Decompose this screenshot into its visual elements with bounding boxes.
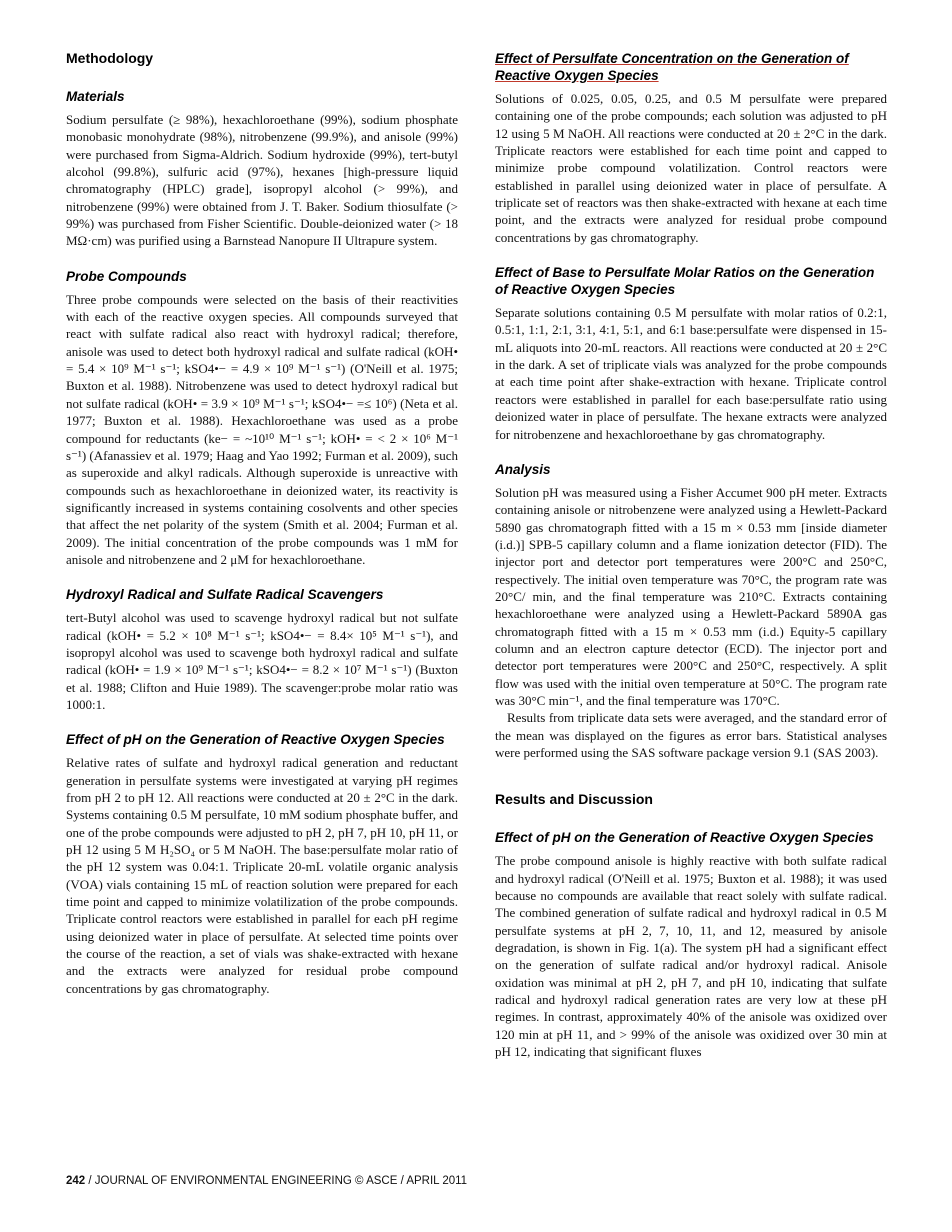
methodology-heading: Methodology xyxy=(66,50,154,66)
scavenger-section xyxy=(66,586,458,713)
scavenger-heading: Hydroxyl Radical and Sulfate Radical Scavengers xyxy=(66,587,384,603)
results-heading: Results and Discussion xyxy=(495,791,653,808)
probe-section xyxy=(66,268,458,569)
concentration-text: Solutions of 0.025, 0.05, 0.25, and 0.5 M persulfate were prepared containing one of the probe compounds; each solution was adjusted to pH 12 using 5 M NaOH. All reactions were conducted at 20 ± 2°C in the dark. Triplicate reactors were established for each time point and capped to minimize probe compound volatilization. Control reactors were established in parallel using deionized water in place of persulfate. A triplicate set of reactors was then shake-extracted with hexane at each time point, and the extracts were analyzed for residual probe compound concentrations by gas chromatography. xyxy=(495,91,887,245)
analysis-section xyxy=(495,461,887,762)
ph-method-heading: Effect of pH on the Generation of Reactive Oxygen Species xyxy=(66,732,445,748)
right-column xyxy=(495,50,887,1078)
materials-heading: Materials xyxy=(66,89,125,104)
base-ratio-text: Separate solutions containing 0.5 M persulfate with molar ratios of 0.2:1, 0.5:1, 1:1, 2:1, 3:1, 4:1, 5:1, and 6:1 base:persulfate were dispensed in 15-mL aliquots into 20-mL reactors. All reactions were conducted at 20 ± 2°C in the dark. A set of triplicate vials was analyzed for the probe compounds at each time point after shake-extraction with hexane. Triplicate control reactors were established in parallel for each base:persulfate ratio using deionized water in place of persulfate. The hexane extracts were analyzed for nitrobenzene and hexachloroethane by gas chromatography. xyxy=(495,305,887,442)
journal-citation: / JOURNAL OF ENVIRONMENTAL ENGINEERING © ASCE / APRIL 2011 xyxy=(85,1175,468,1187)
ph-results-heading: Effect of pH on the Generation of Reactive Oxygen Species xyxy=(495,830,874,846)
page-number: 242 xyxy=(66,1175,86,1187)
ph-results-section xyxy=(495,829,887,1060)
materials-text: Sodium persulfate (≥ 98%), hexachloroethane (99%), sodium phosphate monobasic monohydrate (98%), nitrobenzene (99.9%), and anisole (99%) were purchased from Sigma-Aldrich. Sodium hydroxide (99%), tert-butyl alcohol (99.8%), sulfuric acid (97%), hexanes [high-pressure liquid chromatography (HPLC) grade], isopropyl alcohol (> 99%), and nitrobenzene (99%) were obtained from J. T. Baker. Sodium thiosulfate (> 99%) was purchased from Fisher Scientific. Double-deionized water (> 18 MΩ·cm) was purified using a Barnstead Nanopure II Ultrapure system. xyxy=(66,112,458,249)
analysis-text-1: Solution pH was measured using a Fisher Accumet 900 pH meter. Extracts containing anisole or nitrobenzene were analyzed using a Hewlett-Packard 5890 gas chromatograph fitted with a 15 m × 0.53 mm [inside diameter (i.d.)] SPB-5 capillary column and a flame ionization detector (FID). The injector port and detector port temperatures were 200°C and 250°C, respectively. The initial oven temperature was 70°C, the program rate was 20°C/ min, and the final temperature was 210°C. Extracts containing hexachloroethane were analyzed using a Hewlett-Packard 5890A gas chromatograph fitted with a 15 m × 0.53 mm (i.d.) Equity-5 capillary column and an electron capture detector (ECD). The injector port and detector port temperatures were 200°C and 250°C, respectively. A split flow was used with the initial oven temperature at 50°C. The program rate was 30°C min⁻¹, and the final temperature was 170°C. xyxy=(495,484,887,708)
probe-text: Three probe compounds were selected on the basis of their reactivities with each of the reactive oxygen species. All compounds surveyed that react with sulfate radical also react with hydroxyl radical; therefore, anisole was used to detect both hydroxyl radical and sulfate radical (kOH• = 5.4 × 10⁹ M⁻¹ s⁻¹; kSO4•− = 4.9 × 10⁹ M⁻¹ s⁻¹) (O'Neill et al. 1975; Buxton et al. 1988). Nitrobenzene was used to detect hydroxyl radical but not sulfate radical (kOH• = 3.9 × 10⁹ M⁻¹ s⁻¹; kSO4•− =≤ 10⁶) (Neta et al. 1977; Buxton et al. 1988). Hexachloroethane was used as a probe compound for reductants (ke− = ~10¹⁰ M⁻¹ s⁻¹; kOH• = < 2 × 10⁶ M⁻¹ s⁻¹) (Afanassiev et al. 1979; Haag and Yao 1992; Furman et al. 2009), such as superoxide and alkyl radicals. Although superoxide is unreactive with compounds such as hexachloroethane in deionized water, its reactivity is significantly increased in systems containing cosolvents and other species that affect the net polarity of the system (Smith et al. 2004; Furman et al. 2009). The initial concentration of the probe compounds was 1 mM for anisole and nitrobenzene and 2 μM for hexachloroethane. xyxy=(66,291,458,567)
concentration-section xyxy=(495,50,887,246)
probe-heading: Probe Compounds xyxy=(66,268,187,284)
materials-section xyxy=(66,88,458,250)
analysis-text-2: Results from triplicate data sets were averaged, and the standard error of the mean was displayed on the figures as error bars. Statistical analyses were performed using the SAS software package version 9.1 (SAS 2003). xyxy=(495,710,887,760)
scavenger-text: tert-Butyl alcohol was used to scavenge hydroxyl radical but not sulfate radical (kOH• = 5.2 × 10⁸ M⁻¹ s⁻¹; kSO4•− = 8.4× 10⁵ M⁻¹ s⁻¹), and isopropyl alcohol was used to scavenge both hydroxyl radical and sulfate radical (kOH• = 1.9 × 10⁹ M⁻¹ s⁻¹; kSO4•− = 8.2 × 10⁷ M⁻¹ s⁻¹) (Buxton et al. 1988; Clifton and Huie 1989). The scavenger:probe molar ratio was 1000:1. xyxy=(66,610,458,712)
ph-results-text: The probe compound anisole is highly reactive with both sulfate radical and hydroxyl radical (O'Neill et al. 1975; Buxton et al. 1988); it was used because no compounds are available that react solely with sulfate radical. The combined generation of sulfate radical and hydroxyl radical in 0.5 M persulfate systems at pH 2, 7, 10, 11, and 12, measured by anisole degradation, is shown in Fig. 1(a). The system pH had a significant effect on the generation of sulfate radical and/or hydroxyl radical. Anisole oxidation was minimal at pH 2, pH 7, and pH 10, indicating that sulfate radical and hydroxyl radical generation rates are very low at these pH regimes. In contrast, approximately 40% of the anisole was oxidized over 120 min at pH 11, and > 99% of the anisole was oxidized over 30 min at pH 12, indicating that significant fluxes xyxy=(495,853,887,1060)
ph-method-text: Relative rates of sulfate and hydroxyl radical generation and reductant generation in persulfate systems were investigated at varying pH regimes from pH 2 to pH 12. All reactions were conducted at 20 ± 2°C in the dark. Systems containing 0.5 M persulfate, 10 mM sodium phosphate buffer, and one of the probe compounds were adjusted to pH 2, pH 7, pH 10, pH 11, or pH 12 using 5 M H₂SO₄ or 5 M NaOH. The base:persulfate molar ratio of the pH 12 system was 0.04:1. Triplicate 20-mL volatile organic analysis (VOA) vials containing 15 mL of reaction solution were prepared for each time point and capped to minimize volatilization of the probe compounds. Triplicate control reactors were established in parallel for each pH regime using deionized water in place of persulfate. At selected time points over the course of the reaction, a set of vials was shake-extracted with hexane and the extracts were analyzed for residual probe compound concentrations by gas chromatography. xyxy=(66,755,458,996)
ph-method-section xyxy=(66,731,458,997)
base-ratio-section xyxy=(495,264,887,443)
concentration-heading: Effect of Persulfate Concentration on the Generation of Reactive Oxygen Species xyxy=(495,51,849,83)
analysis-heading: Analysis xyxy=(495,461,551,477)
page-footer xyxy=(66,1175,467,1187)
left-column xyxy=(66,50,458,1015)
base-ratio-heading: Effect of Base to Persulfate Molar Ratios on the Generation of Reactive Oxygen Species xyxy=(495,265,875,298)
